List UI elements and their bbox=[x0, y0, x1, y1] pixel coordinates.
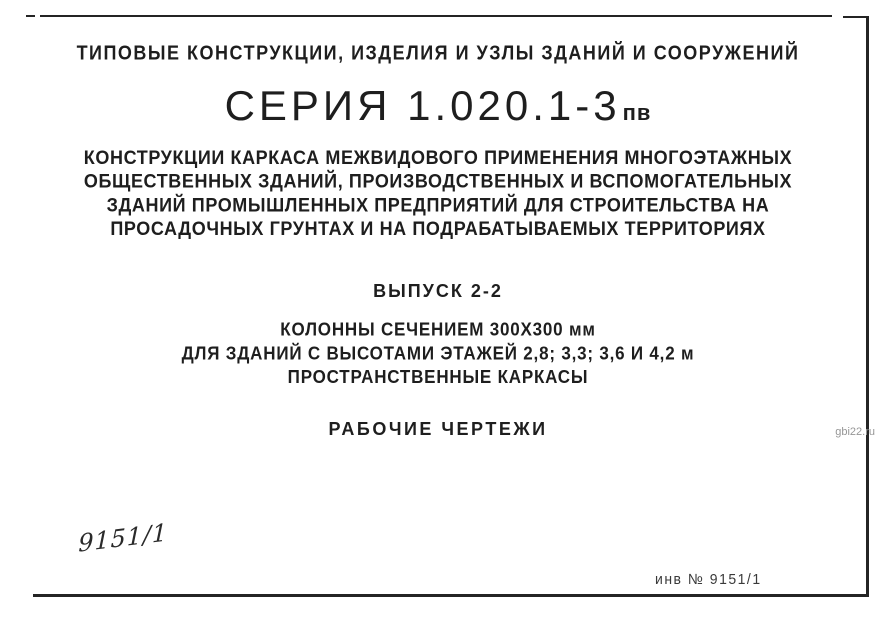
description-line-2: ОБЩЕСТВЕННЫХ ЗДАНИЙ, ПРОИЗВОДСТВЕННЫХ И ВСПОМОГАТЕЛЬНЫХ bbox=[83, 170, 793, 192]
series-number: СЕРИЯ 1.020.1-3 bbox=[224, 82, 621, 129]
series-title bbox=[0, 82, 876, 130]
description-line-1: КОНСТРУКЦИИ КАРКАСА МЕЖВИДОВОГО ПРИМЕНЕНИЯ МНОГОЭТАЖНЫХ bbox=[83, 146, 793, 169]
subject-line-3: ПРОСТРАНСТВЕННЫЕ КАРКАСЫ bbox=[287, 366, 589, 388]
frame-bottom-line bbox=[33, 594, 869, 597]
inventory-number: инв № 9151/1 bbox=[655, 570, 762, 588]
description-line-3: ЗДАНИЙ ПРОМЫШЛЕННЫХ ПРЕДПРИЯТИЙ ДЛЯ СТРОИТЕЛЬСТВА НА bbox=[106, 194, 770, 216]
document-category-heading: ТИПОВЫЕ КОНСТРУКЦИИ, ИЗДЕЛИЯ И УЗЛЫ ЗДАНИЙ И СООРУЖЕНИЙ bbox=[76, 41, 800, 65]
subject-line-2: ДЛЯ ЗДАНИЙ С ВЫСОТАМИ ЭТАЖЕЙ 2,8; 3,3; 3,6 И 4,2 м bbox=[181, 343, 695, 364]
frame-top-line bbox=[40, 15, 832, 17]
description-line-4: ПРОСАДОЧНЫХ ГРУНТАХ И НА ПОДРАБАТЫВАЕМЫХ ТЕРРИТОРИЯХ bbox=[110, 217, 766, 240]
handwritten-number: 9151/1 bbox=[78, 518, 169, 558]
subject-line-1: КОЛОННЫ СЕЧЕНИЕМ 300Х300 мм bbox=[280, 319, 596, 340]
document-type-heading: РАБОЧИЕ ЧЕРТЕЖИ bbox=[328, 419, 548, 439]
description-paragraph bbox=[0, 145, 876, 240]
series-suffix: пв bbox=[622, 100, 652, 125]
issue-heading: ВЫПУСК 2-2 bbox=[373, 281, 503, 301]
frame-top-dash bbox=[26, 15, 35, 17]
subject-paragraph bbox=[0, 318, 876, 389]
site-watermark: gbi22.ru bbox=[835, 426, 875, 438]
